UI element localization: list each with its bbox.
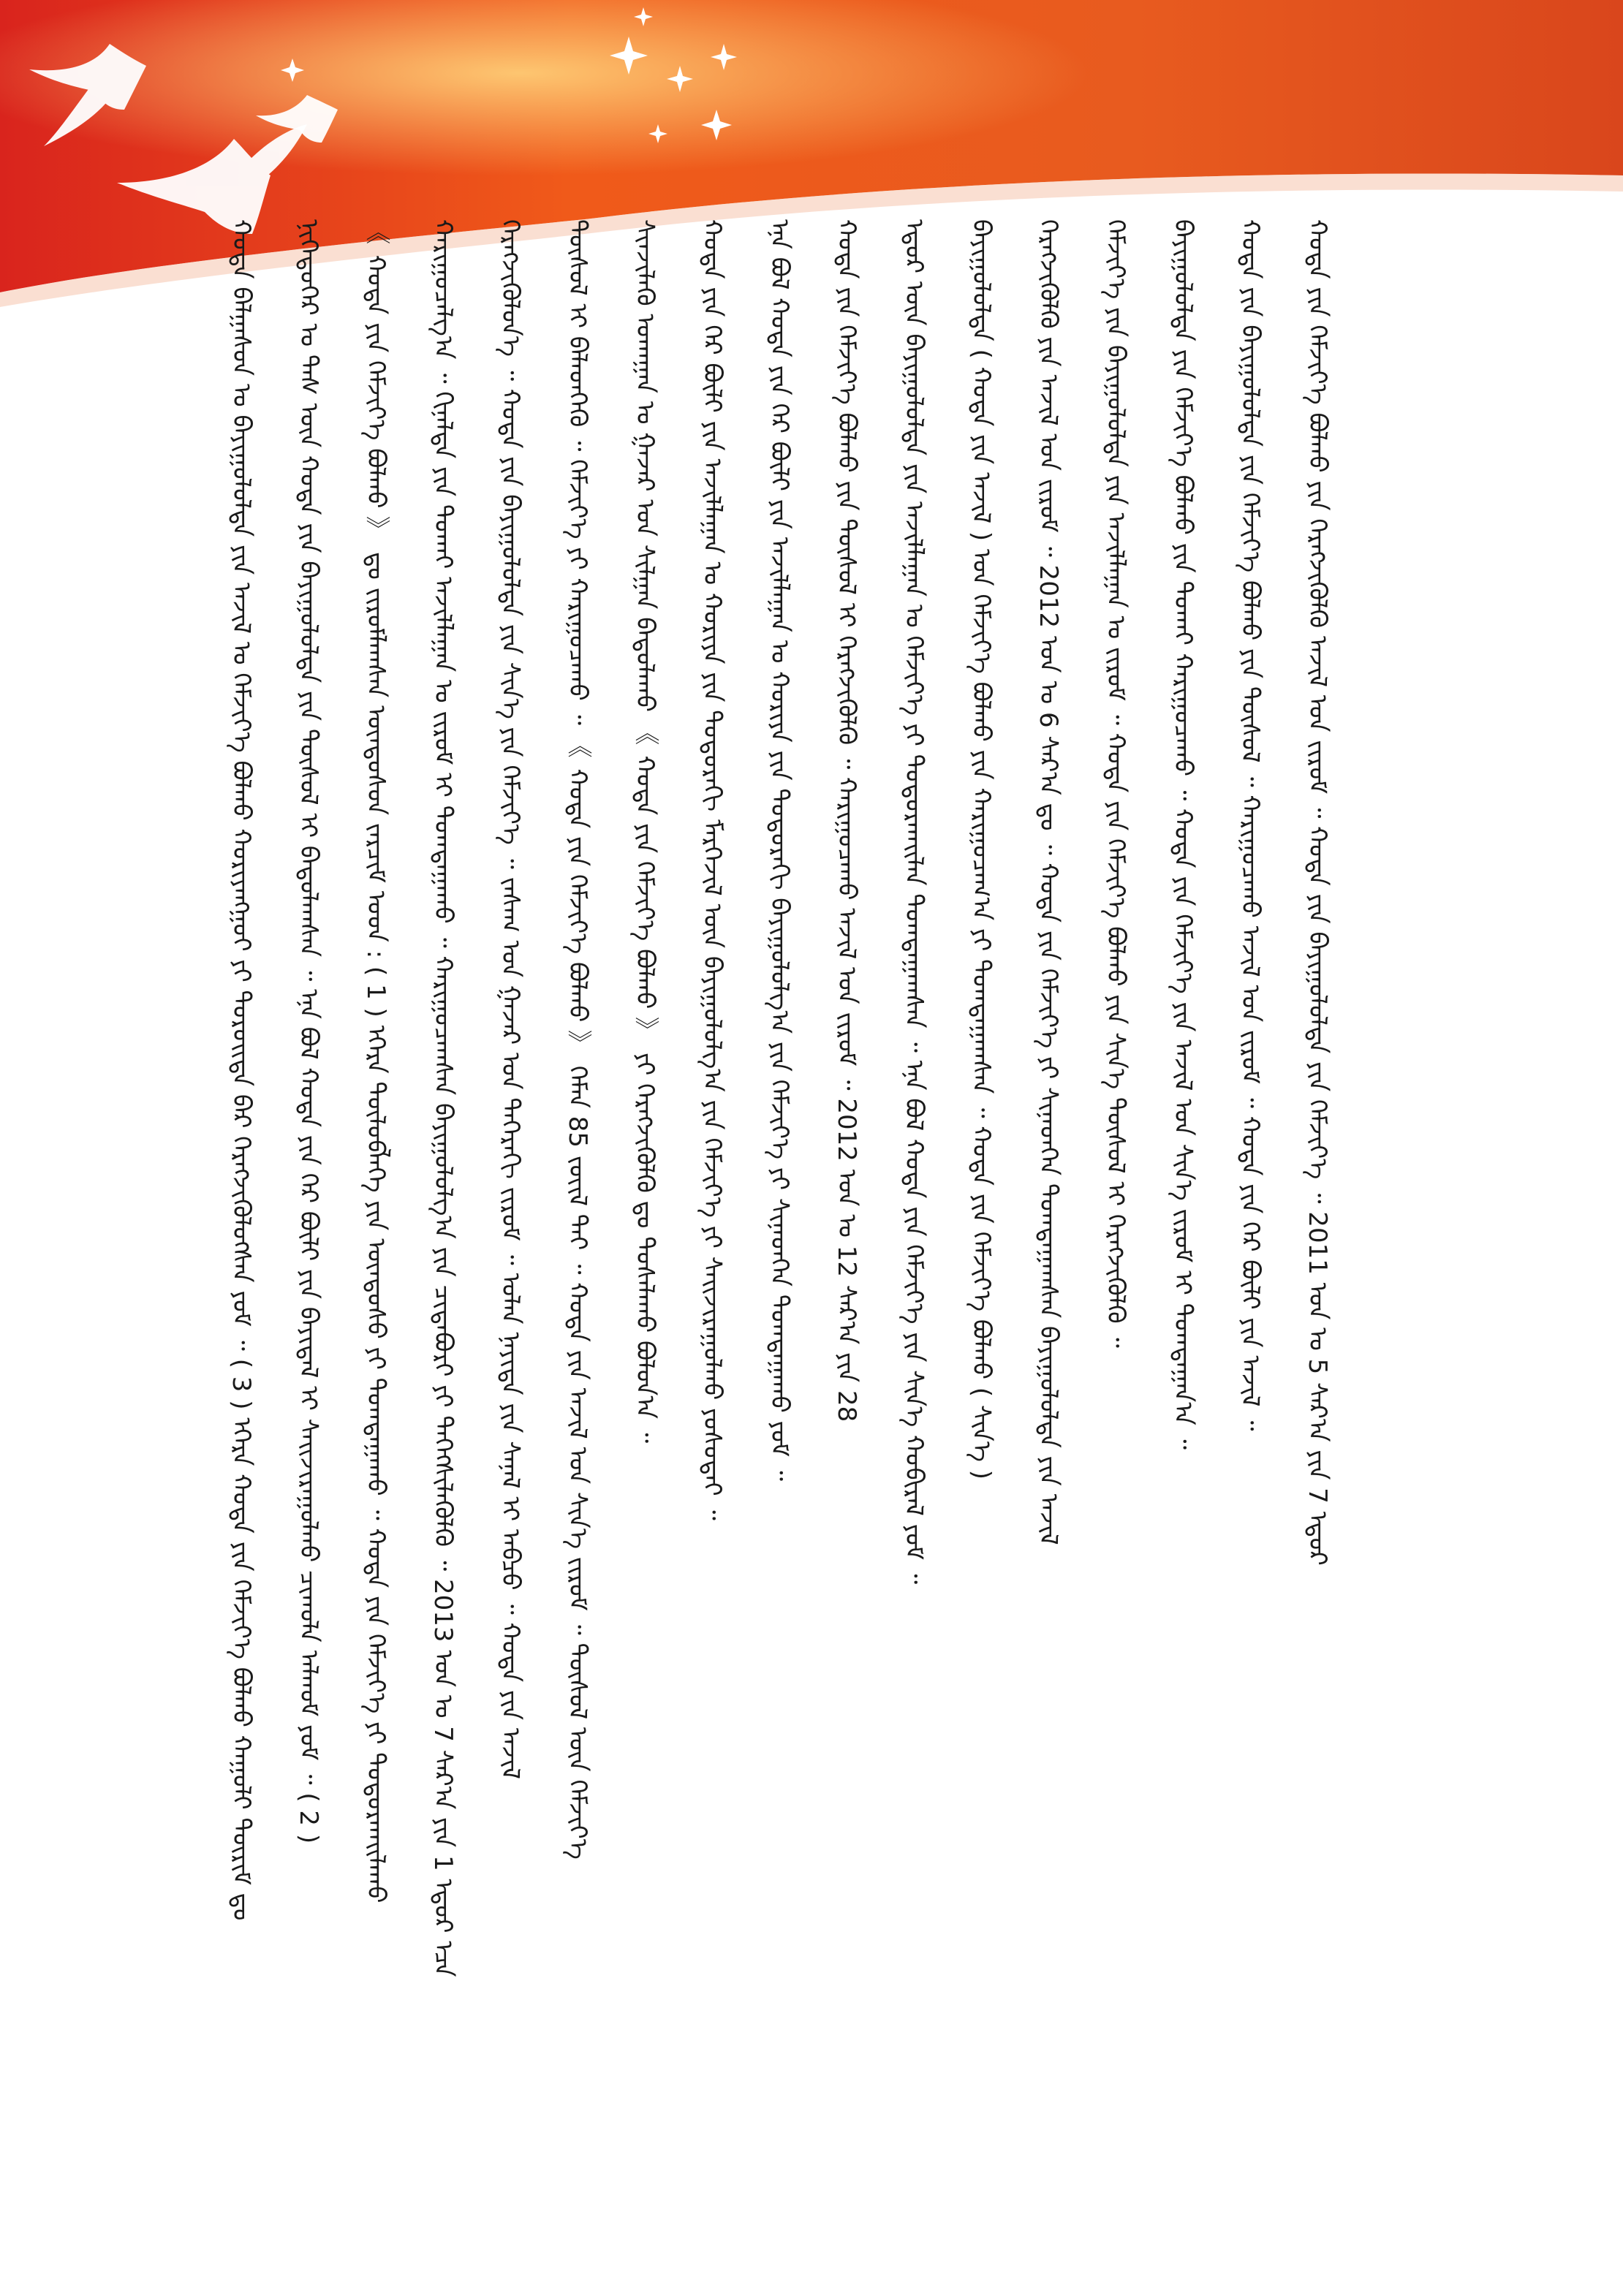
text-column: ᠬᠣᠲᠠ ᠶᠢᠨ ᠭᠡᠷ ᠪᠦᠯᠢ ᠶᠢᠨ ᠠᠵᠢᠯᠯᠠᠭᠠᠨ ᠤ ᠬᠣᠷᠢᠶᠠ ᠶᠢᠨ ᠳᠣᠲᠣᠷᠠᠬᠢ ᠮᠡᠷᠭᠡᠵᠢᠯ ᠦᠨ ᠪᠠᠶᠢᠭᠤᠯᠤᠯᠭ᠎ᠠ ᠶᠢᠨ ᠬᠡᠮᠵᠢᠶ᠎ᠡ ᠶᠢ ᠰᠠᠢᠵᠢᠷᠠᠭᠤᠯᠬᠤ ᠶᠤᠰᠤᠳᠠᠢ ᠃ [697, 219, 727, 1520]
text-column: ᠬᠡᠷᠡᠭᠵᠢᠭᠦᠯᠦᠨ᠎ᠡ ᠃ ᠬᠣᠲᠠ ᠶᠢᠨ ᠪᠠᠶᠢᠭᠤᠯᠤᠯᠲᠠ ᠶᠢᠨ ᠰᠢᠨ᠎ᠡ ᠶᠢᠨ ᠬᠡᠮᠵᠢᠶ᠎ᠡ ᠃ ᠵᠠᠰᠠᠭ ᠤᠨ ᠭᠠᠵᠠᠷ ᠤᠨ ᠳᠡᠭᠡᠷᠡᠬᠢ ᠵᠢᠷᠤᠮ ᠃ ᠣᠯᠠᠨ ᠨᠡᠶᠢᠲᠡ ᠶᠢᠨ ᠰᠠᠨᠠᠯ ᠢ ᠠᠪᠴᠤ ᠃ ᠬᠣᠲᠠ ᠶᠢᠨ ᠠᠵᠢᠯ [496, 219, 525, 1779]
text-column: ᠪᠠᠶᠢᠭᠤᠯᠤᠯᠲᠠ ᠶᠢᠨ ᠬᠡᠮᠵᠢᠶ᠎ᠡ ᠪᠣᠯᠬᠤ ᠶᠢᠨ ᠲᠤᠬᠠᠢ ᠬᠠᠷᠢᠭᠤᠴᠠᠬᠤ ᠃ ᠬᠣᠲᠠ ᠶᠢᠨ ᠬᠡᠮᠵᠢᠶ᠎ᠡ ᠶᠢᠨ ᠠᠵᠢᠯ ᠤᠨ ᠰᠢᠨ᠎ᠡ ᠵᠢᠷᠤᠮ ᠢ ᠲᠣᠭᠲᠠᠭᠠᠨ᠎ᠠ ᠃ [1168, 219, 1198, 1450]
text-column: ᠬᠡᠷᠡᠭᠵᠢᠭᠦᠯᠬᠦ ᠶᠢᠨ ᠠᠵᠢᠯ ᠤᠨ ᠵᠢᠷᠤᠮ ᠃ 2012 ᠣᠨ ᠤ 6 ᠰᠠᠷ᠎ᠠ ᠳᠤ ᠃ ᠬᠣᠲᠠ ᠶᠢᠨ ᠬᠡᠮᠵᠢᠶ᠎ᠡ ᠶᠢ ᠰᠢᠨᠡᠳᠬᠡᠨ ᠲᠣᠭᠲᠠᠭᠠᠭᠰᠠᠨ ᠪᠠᠶᠢᠭᠤᠯᠤᠯᠲᠠ ᠶᠢᠨ ᠠᠵᠢᠯ [1034, 219, 1063, 1545]
text-column: ᠡᠨᠡ ᠪᠣᠯ ᠬᠣᠲᠠ ᠶᠢᠨ ᠭᠡᠷ ᠪᠦᠯᠢ ᠶᠢᠨ ᠠᠵᠢᠯᠯᠠᠭᠠᠨ ᠤ ᠬᠣᠷᠢᠶᠠ ᠶᠢᠨ ᠳᠣᠲᠣᠷᠠᠬᠢ ᠪᠠᠶᠢᠭᠤᠯᠤᠯᠭ᠎ᠠ ᠶᠢᠨ ᠬᠡᠮᠵᠢᠶ᠎ᠡ ᠶᠢ ᠰᠢᠨᠡᠳᠬᠡᠨ ᠲᠣᠭᠲᠠᠭᠠᠬᠤ ᠶᠤᠮ ᠃ [765, 219, 794, 1482]
text-column: ᠬᠣᠲᠠ ᠶᠢᠨ ᠬᠡᠮᠵᠢᠶ᠎ᠡ ᠪᠣᠯᠬᠤ ᠶᠢᠨ ᠬᠡᠷᠡᠭᠵᠢᠭᠦᠯᠬᠦ ᠠᠵᠢᠯ ᠤᠨ ᠵᠢᠷᠤᠮ ᠃ ᠬᠣᠲᠠ ᠶᠢᠨ ᠪᠠᠶᠢᠭᠤᠯᠤᠯᠲᠠ ᠶᠢᠨ ᠬᠡᠮᠵᠢᠶ᠎ᠡ ᠃ 2011 ᠣᠨ ᠤ 5 ᠰᠠᠷ᠎ᠠ ᠶᠢᠨ 7 ᠡᠳᠦᠷ [1303, 219, 1332, 1566]
text-column: ᠬᠣᠲᠠ ᠶᠢᠨ ᠬᠡᠮᠵᠢᠶ᠎ᠡ ᠪᠣᠯᠬᠤ ᠶᠢᠨ ᠲᠥᠰᠦᠯ ᠢ ᠬᠡᠷᠡᠭᠵᠢᠭᠦᠯᠬᠦ ᠃ ᠬᠠᠷᠢᠭᠤᠴᠠᠬᠤ ᠠᠵᠢᠯ ᠤᠨ ᠵᠢᠷᠤᠮ ᠃ 2012 ᠣᠨ ᠤ 12 ᠰᠠᠷ᠎ᠠ ᠶᠢᠨ 28 [832, 219, 861, 1422]
text-column: ᠬᠣᠲᠠ ᠶᠢᠨ ᠪᠠᠶᠢᠭᠤᠯᠤᠯᠲᠠ ᠶᠢᠨ ᠬᠡᠮᠵᠢᠶ᠎ᠡ ᠪᠣᠯᠬᠤ ᠶᠢᠨ ᠲᠥᠰᠦᠯ ᠃ ᠬᠠᠷᠢᠭᠤᠴᠠᠬᠤ ᠠᠵᠢᠯ ᠤᠨ ᠵᠢᠷᠤᠮ ᠃ ᠬᠣᠲᠠ ᠶᠢᠨ ᠭᠡᠷ ᠪᠦᠯᠢ ᠶᠢᠨ ᠠᠵᠢᠯ ᠃ [1236, 219, 1265, 1431]
text-column: ᠲᠥᠰᠦᠯ ᠢ ᠪᠡᠯᠡᠳᠬᠡᠬᠦ ᠃ ᠬᠡᠮᠵᠢᠶ᠎ᠡ ᠶᠢ ᠬᠠᠷᠢᠭᠤᠴᠠᠬᠤ ᠃ 《 ᠬᠣᠲᠠ ᠶᠢᠨ ᠬᠡᠮᠵᠢᠶ᠎ᠡ ᠪᠣᠯᠬᠤ 》 ᠬᠡᠮᠡᠨ 85 ᠵᠦᠢᠯ ᠲᠠᠢ ᠃ ᠬᠣᠲᠠ ᠶᠢᠨ ᠠᠵᠢᠯ ᠤᠨ ᠰᠢᠨ᠎ᠡ ᠵᠢᠷᠤᠮ ᠃ ᠲᠥᠰᠦᠯ ᠦᠨ ᠬᠡᠮᠵᠢᠶ᠎ᠡ [563, 219, 592, 1860]
text-column: 《 ᠬᠣᠲᠠ ᠶᠢᠨ ᠬᠡᠮᠵᠢᠶ᠎ᠡ ᠪᠣᠯᠬᠤ 》 ᠳᠤ ᠵᠢᠷᠤᠮᠯᠠᠭᠰᠠᠨ ᠦᠨᠳᠦᠰᠦᠨ ᠵᠠᠷᠴᠢᠮ ᠤᠳ : ( 1 ) ᠡᠬᠡᠷᠡ ᠲᠥᠯᠥᠪᠯᠡᠭᠡ ᠶᠢᠨ ᠦᠨᠳᠦᠰᠦ ᠶᠢ ᠲᠣᠭᠲᠠᠭᠠᠬᠤ ᠃ ᠬᠣᠲᠠ ᠶᠢᠨ ᠬᠡᠮᠵᠢᠶ᠎ᠡ ᠶᠢ ᠲᠣᠳᠤᠷᠬᠠᠢᠯᠠᠬᠤ [361, 219, 390, 1903]
text-column: ᠬᠡᠮᠵᠢᠶ᠎ᠡ ᠶᠢᠨ ᠪᠠᠶᠢᠭᠤᠯᠤᠯᠲᠠ ᠶᠢᠨ ᠠᠵᠢᠯᠯᠠᠭᠠᠨ ᠤ ᠵᠢᠷᠤᠮ ᠃ ᠬᠣᠲᠠ ᠶᠢᠨ ᠬᠡᠮᠵᠢᠶ᠎ᠡ ᠪᠣᠯᠬᠤ ᠶᠢᠨ ᠰᠢᠨ᠎ᠡ ᠲᠥᠰᠦᠯ ᠢ ᠬᠡᠷᠡᠭᠵᠢᠭᠦᠯᠬᠦ ᠃ [1101, 219, 1130, 1348]
text-column: ᠬᠤᠲᠠ ᠪᠠᠯᠭᠠᠰᠤᠨ ᠤ ᠪᠠᠶᠢᠭᠤᠯᠤᠯᠲᠠ ᠶᠢᠨ ᠠᠵᠢᠯ ᠤ ᠬᠡᠮᠵᠢᠶ᠎ᠡ ᠪᠣᠯᠬᠤ ᠬᠤᠷᠢᠶᠠᠩᠭᠤᠢ ᠶᠢ ᠳᠣᠷᠤᠢᠲᠠ ᠪᠡᠷ ᠬᠡᠷᠡᠭᠵᠢᠭᠦᠯᠦᠭᠰᠡᠨ ᠶᠤᠮ ᠃ ( 3 ) ᠡᠬᠡᠷᠡ ᠬᠣᠲᠠ ᠶᠢᠨ ᠬᠡᠮᠵᠢᠶ᠎ᠡ ᠪᠣᠯᠬᠤ ᠬᠠᠭᠤᠯᠢ ᠳᠦᠷᠢᠮ ᠳᠤ [227, 219, 256, 1921]
text-column: ᠡᠳᠦᠷ ᠦᠨ ᠪᠠᠶᠢᠭᠤᠯᠤᠯᠲᠠ ᠶᠢᠨ ᠠᠵᠢᠯᠯᠠᠭᠠᠨ ᠤ ᠬᠡᠮᠵᠢᠶ᠎ᠡ ᠶᠢ ᠲᠣᠳᠤᠷᠬᠠᠢᠯᠠᠨ ᠲᠣᠭᠲᠠᠭᠠᠭᠰᠠᠨ ᠃ ᠡᠨᠡ ᠪᠣᠯ ᠬᠣᠲᠠ ᠶᠢᠨ ᠬᠡᠮᠵᠢᠶ᠎ᠡ ᠶᠢᠨ ᠰᠢᠨ᠎ᠡ ᠬᠤᠪᠢᠷᠠᠯ ᠶᠤᠮ ᠃ [899, 219, 928, 1585]
text-column: ᠰᠢᠨᠵᠢᠯᠡᠬᠦ ᠤᠬᠠᠭᠠᠨ ᠤ ᠭᠠᠵᠠᠷ ᠤᠨ ᠰᠢᠯᠭᠠᠨ ᠪᠠᠲᠤᠯᠠᠬᠤ 《 ᠬᠣᠲᠠ ᠶᠢᠨ ᠬᠡᠮᠵᠢᠶ᠎ᠡ ᠪᠣᠯᠬᠤ 》 ᠶᠢ ᠬᠡᠷᠡᠭᠵᠢᠭᠦᠯᠬᠦ ᠳᠤ ᠲᠤᠰᠠᠯᠠᠬᠤ ᠪᠣᠯᠤᠨ᠎ᠠ ᠃ [630, 219, 659, 1444]
document-body [219, 219, 1360, 2091]
text-column: ᠨᠢᠭᠡᠳᠦᠭᠡᠷ ᠤ ᠳᠡᠰ ᠦᠨ ᠬᠣᠲᠠ ᠶᠢᠨ ᠪᠠᠶᠢᠭᠤᠯᠤᠯᠲᠠ ᠶᠢᠨ ᠲᠥᠰᠦᠯ ᠢ ᠪᠠᠲᠤᠯᠠᠭᠰᠠᠨ ᠃ ᠡᠨᠡ ᠪᠣᠯ ᠬᠣᠲᠠ ᠶᠢᠨ ᠭᠡᠷ ᠪᠦᠯᠢ ᠶᠢᠨ ᠪᠠᠶᠢᠳᠠᠯ ᠢ ᠰᠠᠢᠵᠢᠷᠠᠭᠤᠯᠬᠤ ᠴᠢᠬᠤᠯᠠ ᠠᠯᠬᠤᠮ ᠶᠤᠮ ᠃ ( 2 ) [294, 219, 323, 1844]
text-column: ᠬᠠᠷᠢᠭᠤᠴᠠᠯᠭ᠎ᠠ ᠃ ᠬᠢᠨᠠᠯᠲᠠ ᠶᠢᠨ ᠲᠤᠬᠠᠢ ᠠᠵᠢᠯᠯᠠᠭᠠᠨ ᠤ ᠵᠢᠷᠤᠮ ᠢ ᠲᠣᠭᠲᠠᠭᠠᠬᠤ ᠃ ᠬᠠᠷᠢᠭᠤᠴᠠᠭᠰᠠᠨ ᠪᠠᠶᠢᠭᠤᠯᠤᠯᠭ᠎ᠠ ᠶᠢᠨ ᠴᠢᠳᠠᠪᠤᠷᠢ ᠶᠢ ᠳᠡᠭᠡᠭᠰᠢᠯᠡᠭᠦᠯᠬᠦ ᠃ 2013 ᠣᠨ ᠤ 7 ᠰᠠᠷ᠎ᠠ ᠶᠢᠨ 1 ᠡᠳᠦᠷ ᠡᠴᠡ [428, 219, 458, 1977]
text-column: ᠪᠠᠶᠢᠭᠤᠯᠤᠯᠲᠠ ( ᠬᠣᠲᠠ ᠶᠢᠨ ᠠᠵᠢᠯ ) ᠤᠨ ᠬᠡᠮᠵᠢᠶ᠎ᠡ ᠪᠣᠯᠬᠤ ᠶᠢᠨ ᠬᠠᠷᠢᠭᠤᠴᠠᠭ᠎ᠠ ᠶᠢ ᠲᠣᠭᠲᠠᠭᠠᠭᠰᠠᠨ ᠃ ᠬᠣᠲᠠ ᠶᠢᠨ ᠬᠡᠮᠵᠢᠶ᠎ᠡ ᠪᠣᠯᠬᠤ ( ᠰᠢᠨ᠎ᠡ ) [966, 219, 996, 1479]
